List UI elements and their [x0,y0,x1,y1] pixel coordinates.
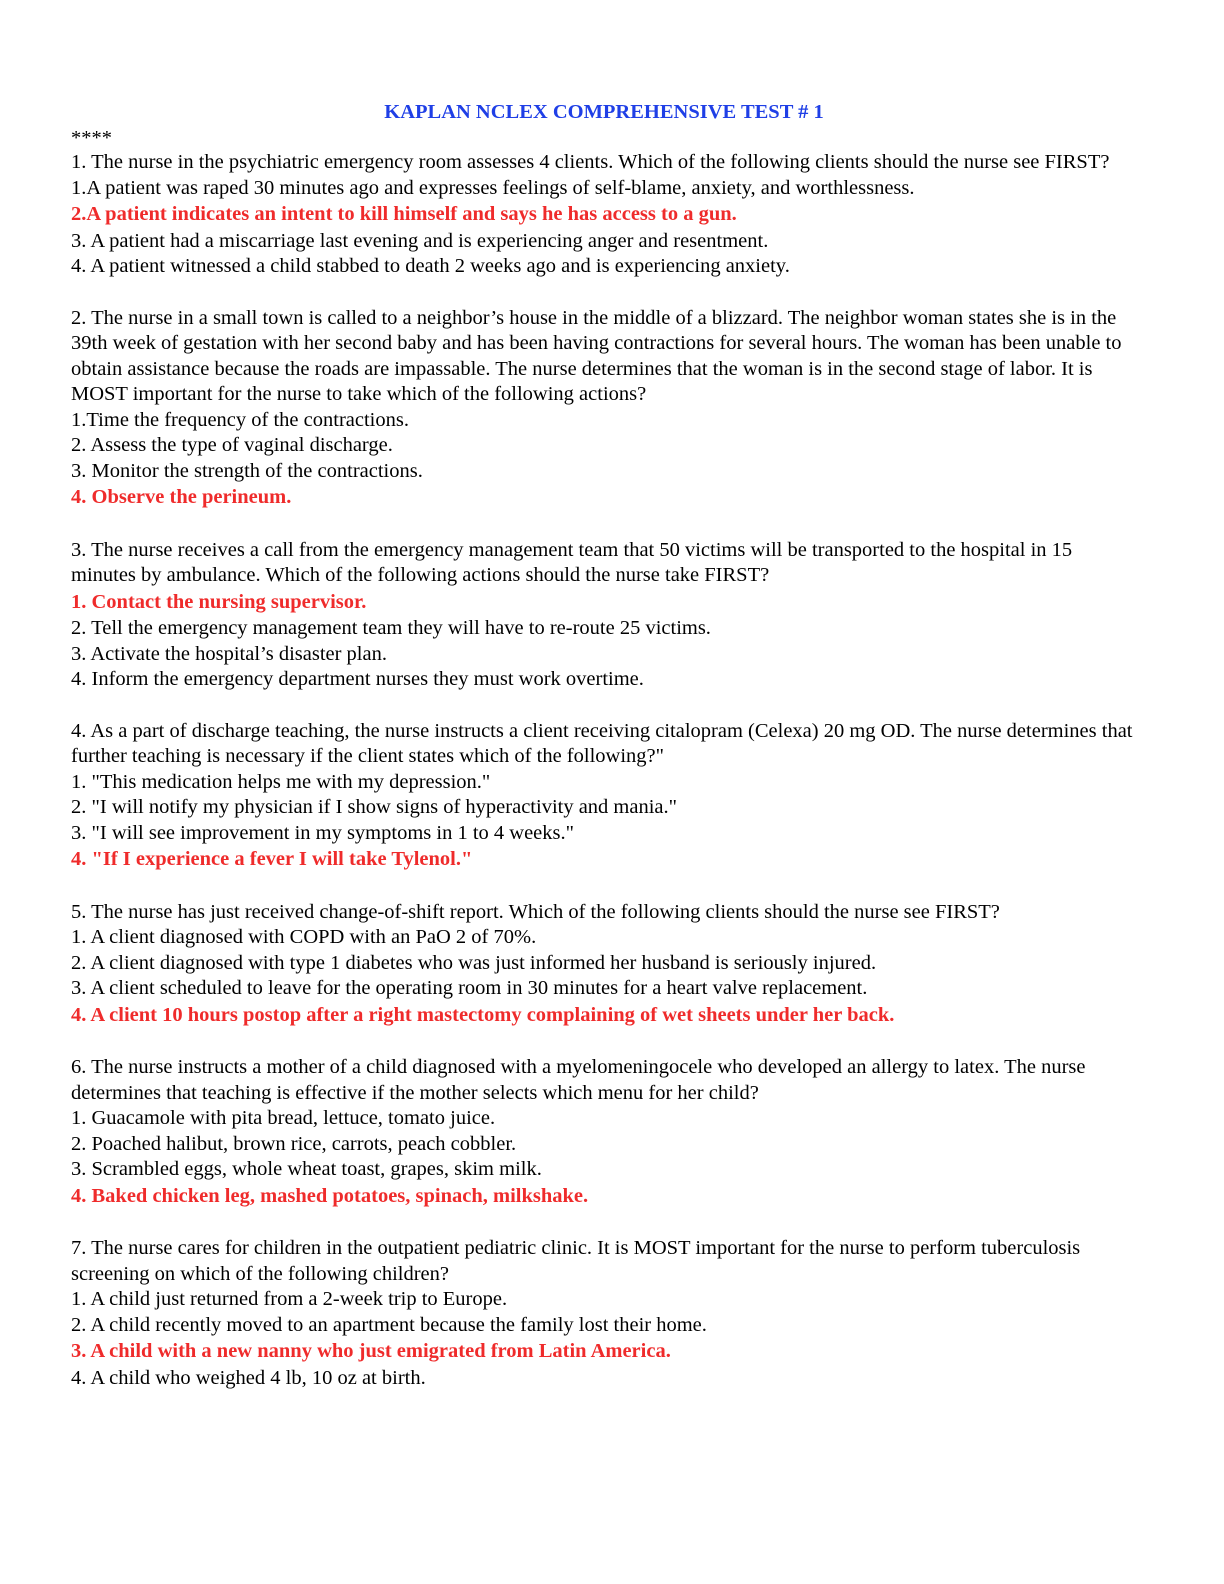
answer-option: 2. A client diagnosed with type 1 diabetes who was just informed her husband is seriously injured. [71,951,877,974]
answer-option: 3. Activate the hospital’s disaster plan. [71,642,387,665]
answer-option: 1.A patient was raped 30 minutes ago and expresses feelings of self-blame, anxiety, and worthlessness. [71,176,915,199]
correct-answer-option: 4. "If I experience a fever I will take Tylenol." [71,848,473,870]
answer-option: 2. A child recently moved to an apartment because the family lost their home. [71,1313,707,1336]
answer-option: 1. "This medication helps me with my depression." [71,770,491,793]
answer-option: 1.Time the frequency of the contractions. [71,408,409,431]
answer-option: 4. A patient witnessed a child stabbed to death 2 weeks ago and is experiencing anxiety. [71,255,790,277]
answer-option: 3. "I will see improvement in my symptoms in 1 to 4 weeks." [71,821,574,844]
correct-answer-option: 4. A client 10 hours postop after a right mastectomy complaining of wet sheets under her back. [71,1003,895,1026]
answer-option: 4. A child who weighed 4 lb, 10 oz at birth. [71,1366,426,1389]
answer-option: 2. Assess the type of vaginal discharge. [71,434,393,456]
answer-option: 1. Guacamole with pita bread, lettuce, tomato juice. [71,1107,496,1129]
answer-option: 1. A child just returned from a 2-week trip to Europe. [71,1288,508,1310]
question-stem: 2. The nurse in a small town is called to a neighbor’s house in the middle of a blizzard. The neighbor woman states she is in the 39th week of gestation with her second baby and has been having contractions for several hours. The woman has been unable to obtain assistance because the roads are impassable. The nurse determines that the woman is in the second stage of labor. It is MOST important for the nurse to take which of the following actions? [71,306,1122,405]
answer-option: 1. A client diagnosed with COPD with an PaO 2 of 70%. [71,926,537,948]
correct-answer-option: 4. Baked chicken leg, mashed potatoes, spinach, milkshake. [71,1184,589,1207]
answer-option: 2. Poached halibut, brown rice, carrots, peach cobbler. [71,1132,517,1155]
question-1 [71,150,1137,280]
correct-answer-option: 3. A child with a new nanny who just emigrated from Latin America. [71,1340,671,1362]
question-3 [71,538,1137,693]
correct-answer-option: 1. Contact the nursing supervisor. [71,590,367,613]
document-page [71,98,1137,1417]
answer-option: 3. A client scheduled to leave for the operating room in 30 minutes for a heart valve replacement. [71,977,868,999]
question-5 [71,900,1137,1030]
question-stem: 1. The nurse in the psychiatric emergency room assesses 4 clients. Which of the following clients should the nurse see FIRST? [71,151,1110,173]
question-stem: 6. The nurse instructs a mother of a child diagnosed with a myelomeningocele who developed an allergy to latex. The nurse determines that teaching is effective if the mother selects which menu for her child? [71,1056,1086,1104]
answer-option: 3. Monitor the strength of the contractions. [71,459,423,482]
separator: **** [71,127,112,149]
question-stem: 4. As a part of discharge teaching, the nurse instructs a client receiving citalopram (Celexa) 20 mg OD. The nurse determines that further teaching is necessary if the client states which of the following?" [71,719,1133,767]
document-title: KAPLAN NCLEX COMPREHENSIVE TEST # 1 [384,101,824,123]
correct-answer-option: 4. Observe the perineum. [71,486,292,508]
question-stem: 3. The nurse receives a call from the emergency management team that 50 victims will be transported to the hospital in 15 minutes by ambulance. Which of the following actions should the nurse take FIRST? [71,538,1073,586]
correct-answer-option: 2.A patient indicates an intent to kill himself and says he has access to a gun. [71,203,737,225]
answer-option: 3. Scrambled eggs, whole wheat toast, grapes, skim milk. [71,1158,542,1180]
question-7 [71,1236,1137,1391]
answer-option: 2. "I will notify my physician if I show signs of hyperactivity and mania." [71,796,678,818]
answer-option: 4. Inform the emergency department nurses they must work overtime. [71,668,644,690]
answer-option: 3. A patient had a miscarriage last evening and is experiencing anger and resentment. [71,229,769,252]
question-stem: 5. The nurse has just received change-of-shift report. Which of the following clients should the nurse see FIRST? [71,900,1000,923]
question-6 [71,1055,1137,1210]
question-stem: 7. The nurse cares for children in the outpatient pediatric clinic. It is MOST important for the nurse to perform tuberculosis screening on which of the following children? [71,1237,1081,1285]
answer-option: 2. Tell the emergency management team they will have to re-route 25 victims. [71,617,711,639]
question-4 [71,719,1137,874]
question-2 [71,306,1137,512]
